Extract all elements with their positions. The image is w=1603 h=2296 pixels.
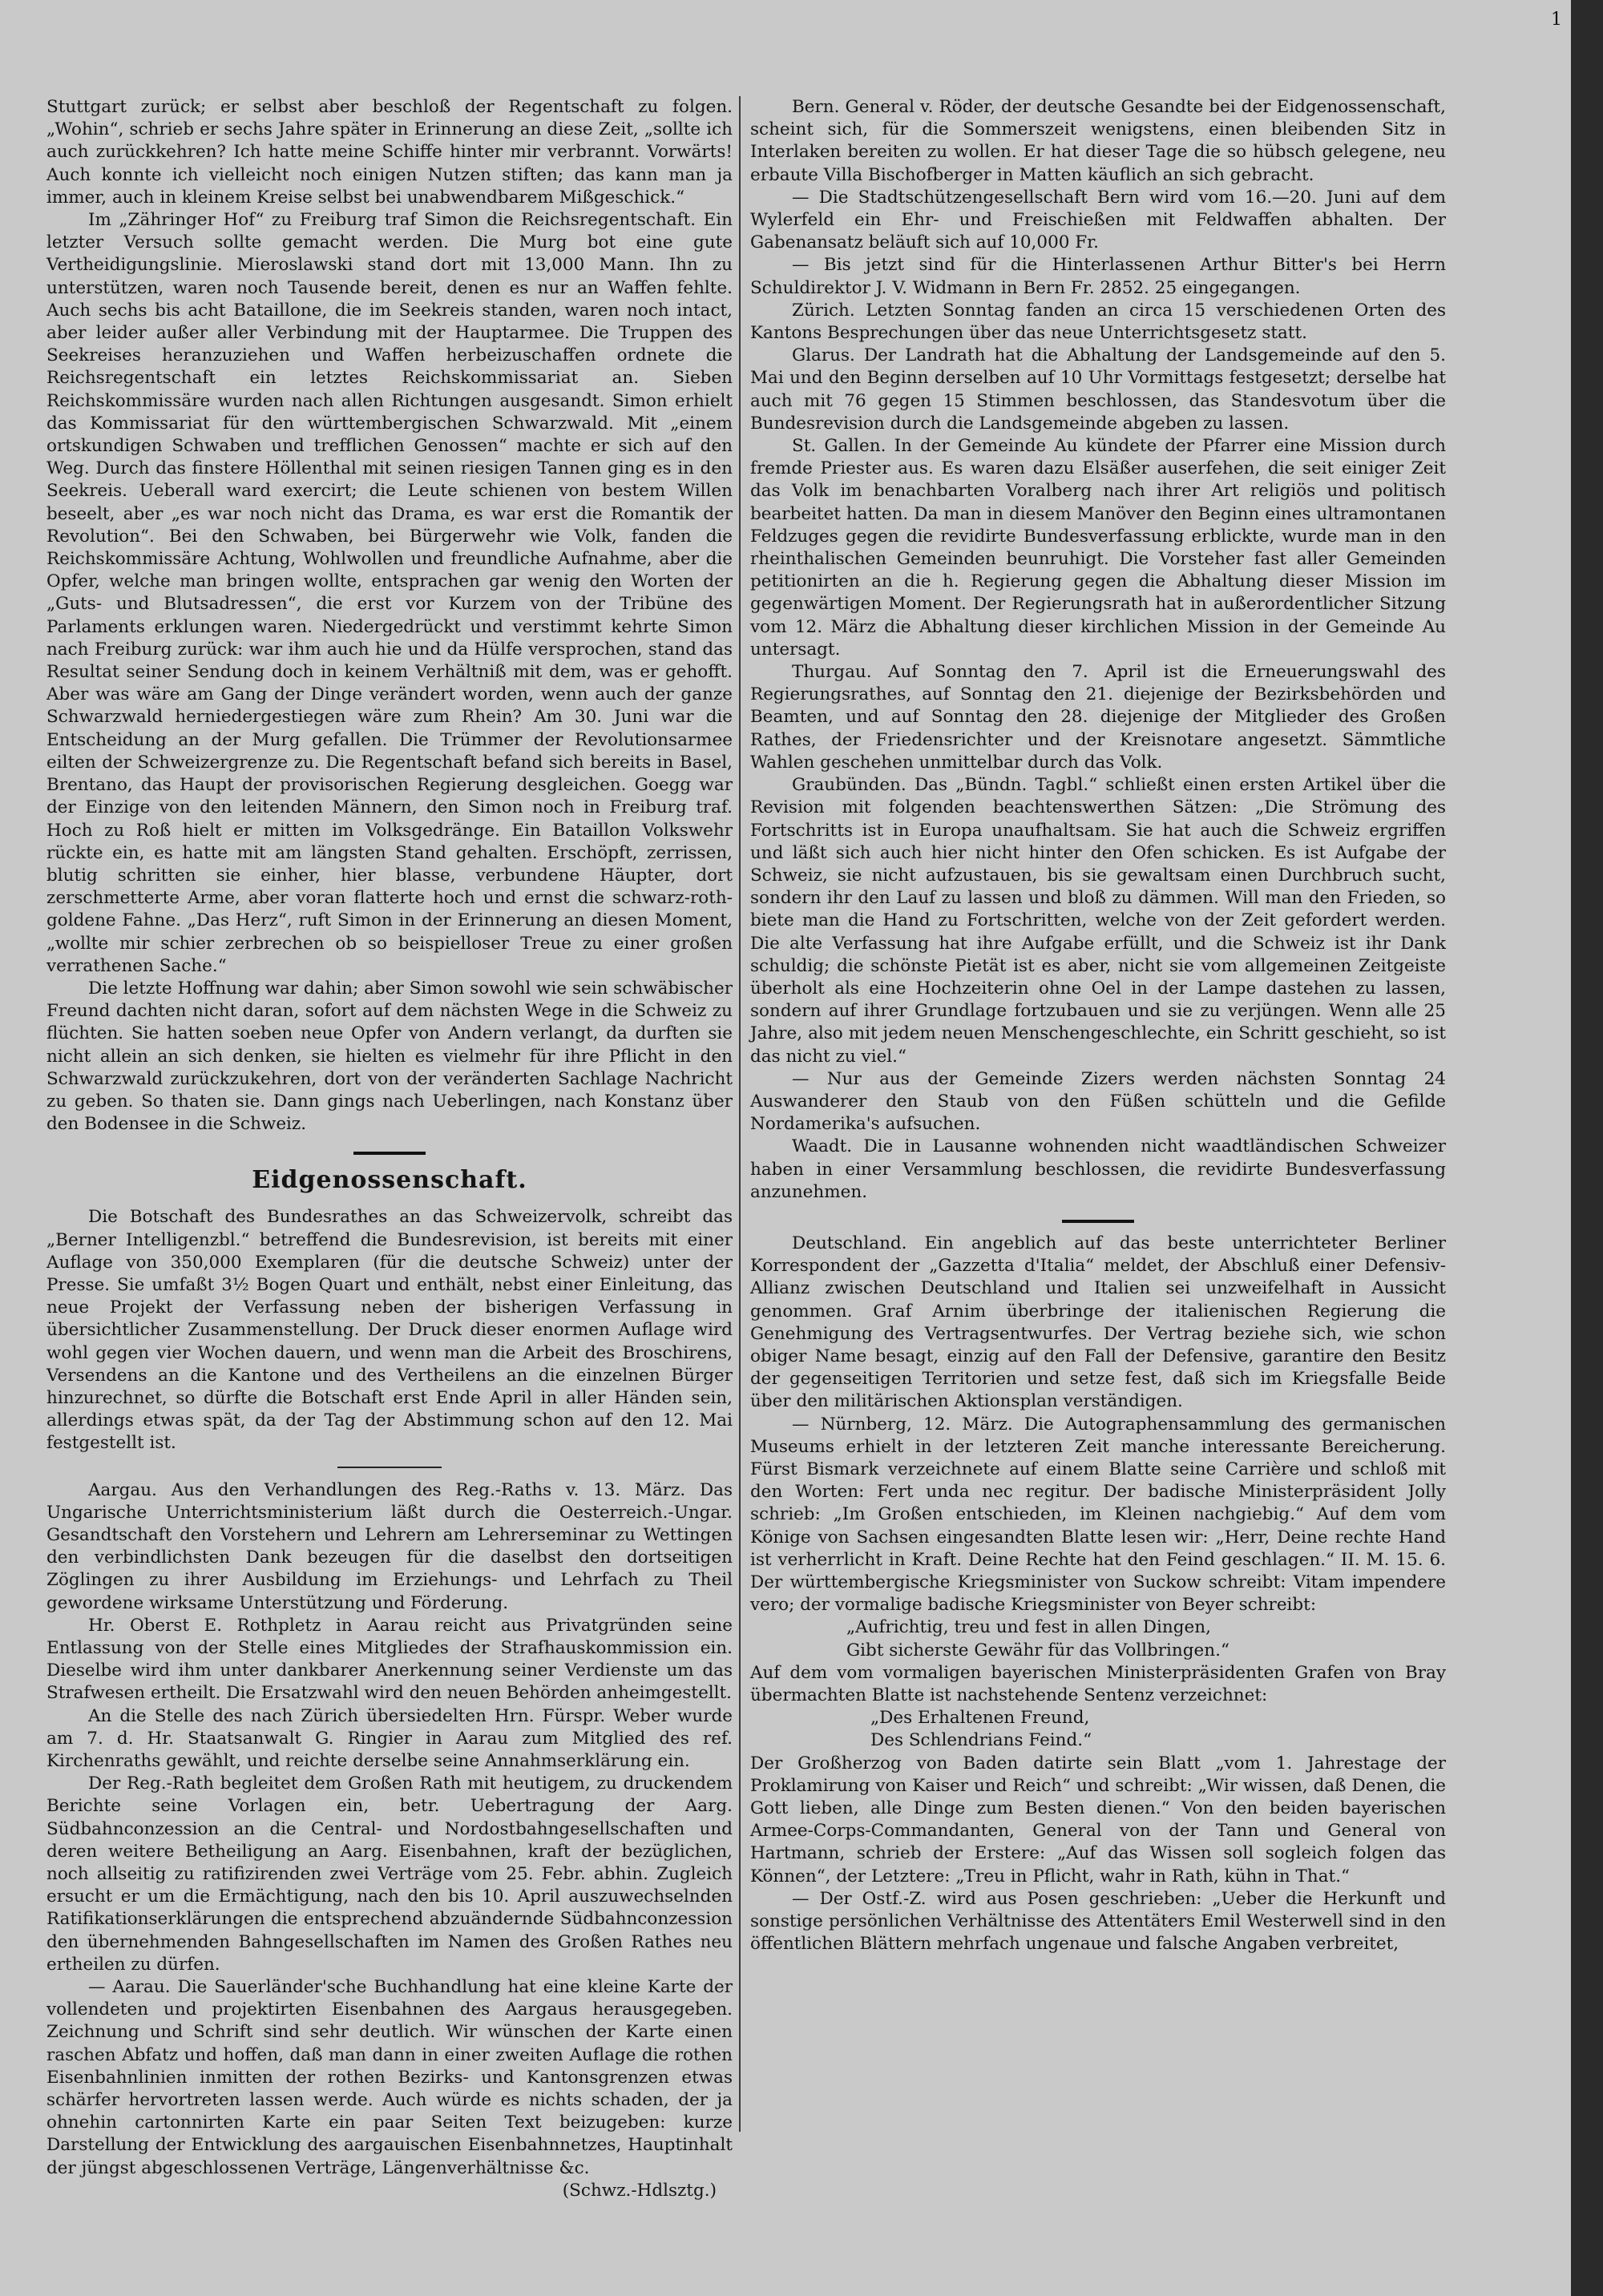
- section-divider: [353, 1152, 426, 1155]
- right-column: [750, 96, 1446, 1955]
- column-divider: [739, 96, 741, 2132]
- article-paragraph: St. Gallen. In der Gemeinde Au kündete der Pfarrer eine Mission durch fremde Priester aus. Es waren dazu Elsäßer auserfehen, die seit einiger Zeit das Volk im benachbarten Voralberg nach ihrer Art religiös und politisch bearbeitet hatten. Da man in diesem Manöver den Beginn eines ultramontanen Feldzuges gegen die revidirte Bundesverfassung erblickte, wurde man in den rheinthalischen Gemeinden beunruhigt. Die Vorsteher fast aller Gemeinden petitionirten an die h. Regierung gegen die Abhaltung dieser Mission im gegenwärtigen Moment. Der Regierungsrath hat in außerordentlicher Sitzung vom 12. März die Abhaltung dieser kirchlichen Mission in der Gemeinde Au untersagt.: [750, 436, 1446, 660]
- article-paragraph: Graubünden. Das „Bündn. Tagbl.“ schließt einen ersten Artikel über die Revision mit folgenden beachtenswerthen Sätzen: „Die Strömung des Fortschritts ist in Europa unaufhaltsam. Sie hat auch die Schweiz ergriffen und läßt sich auch hier nicht hinter den Ofen schicken. Es ist Aufgabe der Schweiz, sie nicht aufzustauen, bis sie gewaltsam einen Durchbruch sucht, sondern ihr den Lauf zu lassen und bloß zu dämmen. Will man den Frieden, so biete man die Hand zu Fortschritten, welche von der Zeit gefordert werden. Die alte Verfassung hat ihre Aufgabe erfüllt, und die Schweiz ist ihr Dank schuldig; die schönste Pietät ist es aber, nicht sie vom allgemeinen Zeitgeiste überholt als eine Hochzeiterin ohne Oel in der Lampe dastehen zu lassen, sondern auf ihrer Grundlage fortzubauen und sie zu verjüngen. Wenn alle 25 Jahre, also mit jedem neuen Menschengeschlechte, ein Schritt geschieht, so ist das nicht zu viel.“: [750, 775, 1446, 1067]
- source-signature: (Schwz.-Hdlsztg.): [562, 2180, 717, 2201]
- article-paragraph: — Nur aus der Gemeinde Zizers werden nächsten Sonntag 24 Auswanderer den Staub von den Füßen schütteln und die Gefilde Nordamerika's aufsuchen.: [750, 1068, 1446, 1135]
- article-paragraph: — Der Ostf.-Z. wird aus Posen geschrieben: „Ueber die Herkunft und sonstige persönlichen Verhältnisse des Attentäters Emil Westerwell sind in den öffentlichen Blättern mehrfach ungenaue und falsche Angaben verbreitet,: [750, 1888, 1446, 1955]
- article-paragraph: Glarus. Der Landrath hat die Abhaltung der Landsgemeinde auf den 5. Mai und den Beginn derselben auf 10 Uhr Vormittags festgesetzt; derselbe hat auch mit 76 gegen 15 Stimmen beschlossen, das Standesvotum über die Bundesrevision durch die Landsgemeinde abgeben zu lassen.: [750, 345, 1446, 434]
- article-paragraph: Deutschland. Ein angeblich auf das beste unterrichteter Berliner Korrespondent der „Gazzetta d'Italia“ meldet, der Abschluß einer Defensiv-Allianz zwischen Deutschland und Italien sei unzweifelhaft in Aussicht genommen. Graf Arnim überbringe der italienischen Regierung die Genehmigung des Vertragsentwurfes. Der Vertrag beziehe sich, wie schon obiger Name besagt, einzig auf den Fall der Defensive, garantire den Besitz der gegenseitigen Territorien und setze fest, daß sich im Kriegsfalle Beide über den militärischen Aktionsplan verständigen.: [750, 1233, 1446, 1412]
- verse-line: „Des Erhaltenen Freund,: [870, 1708, 1090, 1729]
- article-paragraph: Der Großherzog von Baden datirte sein Blatt „vom 1. Jahrestage der Proklamirung von Kaiser und Reich“ und schreibt: „Wir wissen, daß Denen, die Gott lieben, alle Dinge zum Besten dienen.“ Von den beiden bayerischen Armee-Corps-Commandanten, General von der Tann und General von Hartmann, schrieb der Erstere: „Auf das Wissen soll sogleich folgen das Können“, der Letztere: „Treu in Pflicht, wahr in Rath, kühn in That.“: [750, 1753, 1446, 1886]
- article-paragraph: An die Stelle des nach Zürich übersiedelten Hrn. Fürspr. Weber wurde am 7. d. Hr. Staatsanwalt G. Ringier in Aarau zum Mitglied des ref. Kirchenraths gewählt, und reichte derselbe seine Annahmserklärung ein.: [46, 1705, 733, 1772]
- article-paragraph: — Nürnberg, 12. März. Die Autographensammlung des germanischen Museums erhielt in der letzteren Zeit manche interessante Bereicherung. Fürst Bismark verzeichnete auf einem Blatte seine Carrière und schloß mit den Worten: Fert unda nec regitur. Der badische Ministerpräsident Jolly schrieb: „Im Großen entschieden, im Kleinen nachgiebig.“ Auf dem vom Könige von Sachsen eingesandten Blatte lesen wir: „Herr, Deine rechte Hand ist verherrlicht in Kraft. Deine Rechte hat den Feind geschlagen.“ II. M. 15. 6. Der württembergische Kriegsminister von Suckow schreibt: Vitam impendere vero; der vormalige badische Kriegsminister von Beyer schreibt:: [750, 1414, 1446, 1616]
- article-divider: [337, 1467, 442, 1468]
- article-paragraph: Stuttgart zurück; er selbst aber beschloß der Regentschaft zu folgen. „Wohin“, schrieb er sechs Jahre später in Erinnerung an diese Zeit, „sollte ich auch zurückkehren? Ich hatte meine Schiffe hinter mir verbrannt. Vorwärts! Auch konnte ich vielleicht noch einigen Nutzen stiften; das kann man ja immer, auch in kleinem Kreise selbst bei unabwendbarem Mißgeschick.“: [46, 97, 733, 208]
- article-paragraph: Die Botschaft des Bundesrathes an das Schweizervolk, schreibt das „Berner Intelligenzbl.“ betreffend die Bundesrevision, ist bereits mit einer Auflage von 350,000 Exemplaren (für die deutsche Schweiz) unter der Presse. Sie umfaßt 3½ Bogen Quart und enthält, nebst einer Einleitung, das neue Projekt der Verfassung neben der bisherigen Verfassung in übersichtlicher Zusammenstellung. Der Druck dieser enormen Auflage wird wohl gegen vier Wochen dauern, und wenn man die Arbeit des Broschirens, Versendens an die Kantone und des Vertheilens an die einzelnen Bürger hinzurechnet, so dürfte die Botschaft erst Ende April in aller Händen sein, allerdings etwas spät, da der Tag der Abstimmung schon auf den 12. Mai festgestellt ist.: [46, 1207, 733, 1454]
- article-paragraph: — Die Stadtschützengesellschaft Bern wird vom 16.—20. Juni auf dem Wylerfeld ein Ehr- und Freischießen mit Feldwaffen abhalten. Der Gabenansatz beläuft sich auf 10,000 Fr.: [750, 187, 1446, 253]
- article-paragraph: Zürich. Letzten Sonntag fanden an circa 15 verschiedenen Orten des Kantons Besprechungen über das neue Unterrichtsgesetz statt.: [750, 300, 1446, 344]
- article-paragraph: Aargau. Aus den Verhandlungen des Reg.-Raths v. 13. März. Das Ungarische Unterrichtsministerium läßt durch die Oesterreich.-Ungar. Gesandtschaft den Vorstehern und Lehrern am Lehrerseminar zu Wettingen den verbindlichsten Dank bezeugen für die daselbst den dortseitigen Zöglingen zu ihrer Ausbildung im Erziehungs- und Lehrfach zu Theil gewordene wirksame Unterstützung und Förderung.: [46, 1479, 733, 1613]
- article-paragraph: Im „Zähringer Hof“ zu Freiburg traf Simon die Reichsregentschaft. Ein letzter Versuch sollte gemacht werden. Die Murg bot eine gute Vertheidigungslinie. Mieroslawski stand dort mit 13,000 Mann. Ihn zu unterstützen, waren noch Tausende bereit, denen es nur an Waffen fehlte. Auch sechs bis acht Bataillone, die im Seekreis standen, waren noch intact, aber leider außer aller Verbindung mit der Hauptarmee. Die Truppen des Seekreises heranzuziehen und Waffen herbeizuschaffen ordnete die Reichsregentschaft ein letztes Reichskommissariat an. Sieben Reichskommissäre wurden nach allen Richtungen ausgesandt. Simon erhielt das Kommissariat für den württembergischen Schwarzwald. Mit „einem ortskundigen Schwaben und trefflichen Genossen“ machte er sich auf den Weg. Durch das finstere Höllenthal mit seinen riesigen Tannen ging es in den Seekreis. Ueberall ward exercirt; die Leute schienen von bestem Willen beseelt, aber „es war noch nicht das Drama, es war erst die Romantik der Revolution“. Bei den Schwaben, bei Bürgerwehr wie Volk, fanden die Reichskommissäre Achtung, Wohlwollen und freundliche Aufnahme, aber die Opfer, welche man bringen wollte, entsprachen gar wenig den Worten der „Guts- und Blutsadressen“, die erst vor Kurzem von der Tribüne des Parlaments erklungen waren. Niedergedrückt und verstimmt kehrte Simon nach Freiburg zurück: war ihm auch hie und da Hülfe versprochen, stand das Resultat seiner Sendung doch in keinem Verhältniß mit dem, was er gehofft. Aber was wäre am Gang der Dinge verändert worden, wenn auch der ganze Schwarzwald herniedergestiegen wäre zum Rhein? Am 30. Juni war die Entscheidung an der Murg gefallen. Die Trümmer der Revolutionsarmee eilten der Schweizergrenze zu. Die Regentschaft befand sich bereits in Basel, Brentano, das Haupt der provisorischen Regierung desgleichen. Goegg war der Einzige von den leitenden Männern, den Simon noch in Freiburg traf. Hoch zu Roß hielt er mitten im Volksgedränge. Ein Bataillon Volkswehr rückte ein, es hatte mit am längsten Stand gehalten. Erschöpft, zerrissen, blutig schritten sie einher, hier blasse, verbundene Häupter, dort zerschmetterte Arme, aber voran flatterte hoch und ernst die schwarz-roth-goldene Fahne. „Das Herz“, ruft Simon in der Erinnerung an diesen Moment, „wollte mir schier zerbrechen ob so beispielloser Treue zu einer großen verrathenen Sache.“: [46, 210, 733, 976]
- article-paragraph: — Aarau. Die Sauerländer'sche Buchhandlung hat eine kleine Karte der vollendeten und projektirten Eisenbahnen des Aargaus herausgegeben. Zeichnung und Schrift sind sehr deutlich. Wir wünschen der Karte einen raschen Abfatz und hoffen, daß man dann in einer zweiten Auflage die rothen Eisenbahnlinien inmitten der rothen Bezirks- und Kantonsgrenzen etwas schärfer hervortreten lassen werde. Auch würde es nichts schaden, der ja ohnehin cartonnirten Karte ein paar Seiten Text beizugeben: kurze Darstellung der Entwicklung des aargauischen Eisenbahnnetzes, Hauptinhalt der jüngst abgeschlossenen Verträge, Längenverhältnisse &c.: [46, 1977, 733, 2178]
- article-paragraph: — Bis jetzt sind für die Hinterlassenen Arthur Bitter's bei Herrn Schuldirektor J. V. Widmann in Bern Fr. 2852. 25 eingegangen.: [750, 255, 1446, 298]
- article-paragraph: Der Reg.-Rath begleitet dem Großen Rath mit heutigem, zu druckendem Berichte seine Vorlagen ein, betr. Uebertragung der Aarg. Südbahnconzession an die Central- und Nordostbahngesellschaften und deren weitere Betheiligung an Aarg. Eisenbahnen, kraft der bezüglichen, noch allseitig zu ratifizirenden zwei Verträge vom 25. Febr. abhin. Zugleich ersucht er um die Ermächtigung, nach den bis 10. April auszuwechselnden Ratifikationserklärungen die entsprechend abzuändernde Südbahnconzession den übernehmenden Bahngesellschaften im Namen des Großen Rathes neu ertheilen zu dürfen.: [46, 1773, 733, 1975]
- article-paragraph: Waadt. Die in Lausanne wohnenden nicht waadtländischen Schweizer haben in einer Versammlung beschlossen, die revidirte Bundesverfassung anzunehmen.: [750, 1136, 1446, 1202]
- article-paragraph: Hr. Oberst E. Rothpletz in Aarau reicht aus Privatgründen seine Entlassung von der Stelle eines Mitgliedes der Strafhauskommission ein. Dieselbe wird ihm unter dankbarer Anerkennung seiner Verdienste um das Strafwesen ertheilt. Die Ersatzwahl wird den neuen Behörden anheimgestellt.: [46, 1615, 733, 1704]
- article-paragraph: Bern. General v. Röder, der deutsche Gesandte bei der Eidgenossenschaft, scheint sich, für die Sommerszeit wenigstens, einen bleibenden Sitz in Interlaken bereiten zu wollen. Er hat dieser Tage die so hübsch gelegene, neu erbaute Villa Bischofberger in Matten käuflich an sich gebracht.: [750, 97, 1446, 185]
- article-paragraph: Auf dem vom vormaligen bayerischen Ministerpräsidenten Grafen von Bray übermachten Blatte ist nachstehende Sentenz verzeichnet:: [750, 1662, 1446, 1706]
- article-paragraph: Die letzte Hoffnung war dahin; aber Simon sowohl wie sein schwäbischer Freund dachten nicht daran, sofort auf dem nächsten Wege in die Schweiz zu flüchten. Sie hatten soeben neue Opfer von Andern verlangt, da durften sie nicht allein an sich denken, sie hielten es vielmehr für ihre Pflicht in den Schwarzwald zurückzukehren, dort von der veränderten Sachlage Nachricht zu geben. So thaten sie. Dann gings nach Ueberlingen, nach Konstanz über den Bodensee in die Schweiz.: [46, 978, 733, 1135]
- left-column: [46, 96, 733, 2202]
- section-divider: [1062, 1220, 1134, 1223]
- verse-line: Des Schlendrians Feind.“: [870, 1730, 1092, 1751]
- verse-line: Gibt sicherste Gewähr für das Vollbringen.“: [846, 1640, 1230, 1660]
- page-number: 1: [1551, 10, 1562, 30]
- verse-line: „Aufrichtig, treu und fest in allen Dingen,: [846, 1617, 1211, 1638]
- section-title: Eidgenossenschaft.: [252, 1166, 527, 1195]
- article-paragraph: Thurgau. Auf Sonntag den 7. April ist die Erneuerungswahl des Regierungsrathes, auf Sonntag den 21. diejenige der Bezirksbehörden und Beamten, und auf Sonntag den 28. diejenige der Mitglieder des Großen Rathes, der Friedensrichter und der Kreisnotare angesetzt. Sämmtliche Wahlen geschehen unmittelbar durch das Volk.: [750, 662, 1446, 773]
